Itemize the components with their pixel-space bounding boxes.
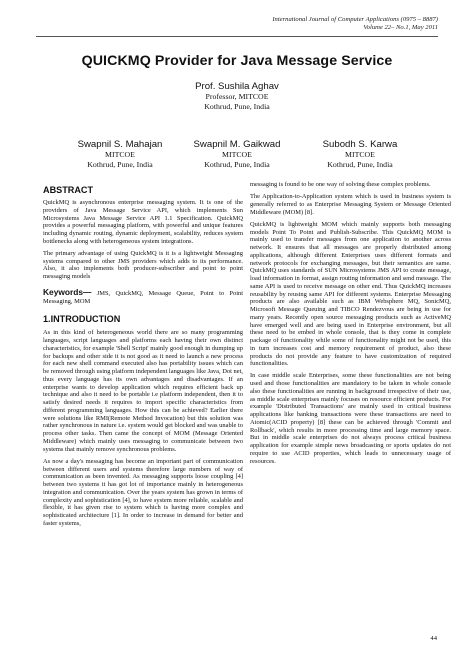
author-block [300,139,420,169]
author-name: Swapnil S. Mahajan [77,139,163,150]
abstract-paragraph: The primary advantage of using QuickMQ is it is a lightweight Messaging systems compared to other JMS providers which adds to its performance. Also, it also implements both producer-subscriber and point to point messaging models [43,249,243,281]
author-block [60,139,180,169]
journal-header [272,16,438,32]
author-name: Subodh S. Karwa [322,139,398,150]
author-role: MITCOE [105,150,135,159]
journal-name: International Journal of Computer Applications (0975 – 8887) [272,16,438,23]
introduction-paragraph: As in this kind of heterogeneous world there are so many programming languages, script languages and platforms each having their own distinct characteristics, for example 'Shell Script' mainly good enough in dumping up for backups and other side it is not good as it need to launch a new process for each new shell command executed also has portability issues which can be removed through using platform independent languages like Java, Dot net, thus every language has its own advantages and disadvantages. If an enterprise wants to develop application which requires efficient back up technique and also it need to be portable i.e platform independent, then it to satisfy desired needs it requires to import specific characteristics from different programming languages. How this can be achieved? Earlier there were solutions like RMI(Remote Method Invocation) but this solution was rather synchronous in nature i.e. system would get blocked and was unable to process other tasks. Then came the concept of MOM (Message Oriented Middleware) which mainly uses messaging to communicate between two systems that mainly remove synchronous problems. [43,329,243,453]
body-paragraph: In case middle scale Enterprises, some these functionalities are not being used and those functionalities are mandatory to be taken in whole console also these functionalities are running in background irrespective of their use, as middle scale enterprises mainly focuses on resource efficient products. For example 'Distributed Transactions' are mainly used in critical business applications like banking transactions were these transactions are need to Atomic(ACID property) [8] these can be achieved through 'Commit and Rollback', which results in more processing time and large memory space. But in middle scale enterprises do not always process critical business application for example simple news broadcasting or sports updates do not require to use ACID properties, which leads to unnecessary usage of resources. [250,372,451,465]
header-rule [36,36,438,37]
body-paragraph: The Application-to-Application system which is used in business system is generally referred to as Enterprise Messaging System or Message Oriented Middleware (MOM) [8]. [250,193,451,216]
keywords-text: JMS, QuickMQ, Message Queue, Point to Point Messaging, MOM [43,289,243,305]
author-role: Professor, MITCOE [205,92,269,101]
author-place: Kothrud, Pune, India [327,159,393,169]
author-place: Kothrud, Pune, India [204,101,270,111]
author-block [177,139,297,169]
author-role: MITCOE [345,150,375,159]
author-name: Swapnil M. Gaikwad [193,139,281,150]
keywords [43,286,243,306]
body-paragraph: messaging is found to be one way of solving these complex problems. [250,181,431,188]
abstract-heading: ABSTRACT [43,185,94,195]
journal-volume: Volume 22– No.1, May 2011 [363,24,438,31]
author-role: MITCOE [222,150,252,159]
keywords-label: Keywords— [43,286,92,297]
abstract-paragraph: QuickMQ is asynchronous enterprise messaging system. It is one of the providers of Java Message Service API, which implements Sun Microsystems Java Message Service API 1.1 Specification. QuickMQ provides a powerful messaging platform, with powerful and unique features including dynamic routing, dynamic deployment, scalability, reduces system bottlenecks along with heterogeneous system integrations. [43,199,243,245]
author-place: Kothrud, Pune, India [204,159,270,169]
introduction-heading: 1.INTRODUCTION [43,314,121,325]
body-paragraph: QuickMQ is lightweight MOM which mainly supports both messaging models Point To Point and Publish-Subscribe. This QuickMQ MOM is mainly used to transfer messages from one application to another across network. It ensures that all messages are properly distributed among applications, although different Enterprises uses different formats and network protocols for exchanging messages, but their semantics are same. QuickMQ uses standards of SUN Microsystems JMS API to create message, load information in format, assign routing information and send message. The same API is used to receive message on other end. Thus QuickMQ increases reusability by reusing same API for different systems. Enterprise Messaging products are also available such as IBM Websphere MQ, SonicMQ, Microsoft Message Queuing and TIBCO Rendezvous are being in use for many years. Recently open source messaging products such as ActiveMQ have emerged well and are being used in Enterprise environment, but all these need to be embed in whole console, that is they come in complete package of functionality while some of functionality might not be used, this in turn increases cost and memory requirement of product, also these products do not provide any feature to have customization of required functionalities. [250,220,451,368]
paper-title: QUICKMQ Provider for Java Message Service [81,53,393,69]
author-place: Kothrud, Pune, India [87,159,153,169]
right-column [250,181,451,470]
author-name: Prof. Sushila Aghav [195,81,279,92]
left-column [43,185,243,532]
author-block [0,81,474,111]
introduction-paragraph: As now a day's messaging has become an important part of communication between different users and systems therefore large numbers of way of communication as been invented. As messaging supports loose coupling [4] between two systems it has got lot of importance mainly in heterogeneous integration and communication. Over the years system has grown in terms of complexity and sophistication [4], to have system more reliable, scalable and flexible, it has given rise to system which is having more complex and sophisticated architecture [1]. In order to increase in demand for better and faster systems, [43,457,243,527]
page-number: 44 [430,635,437,642]
